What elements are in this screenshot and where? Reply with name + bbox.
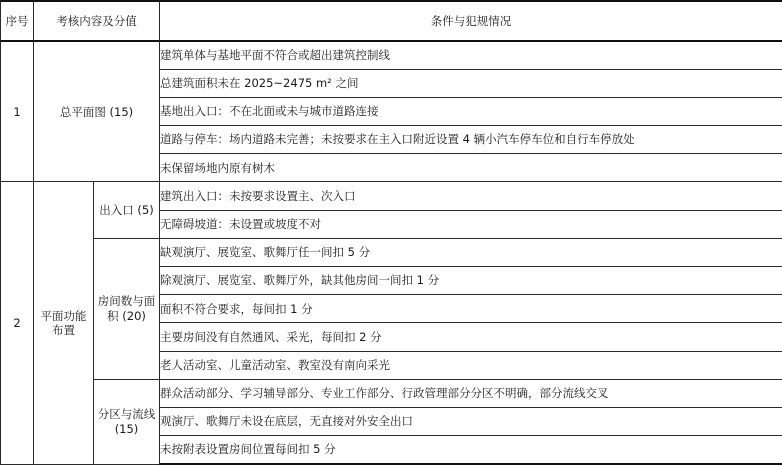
- condition-cell: 建筑单体与基地平面不符合或超出建筑控制线: [160, 41, 782, 69]
- group-label-line2: (15): [114, 421, 139, 436]
- condition-cell: 未按附表设置房间位置每间扣 5 分: [160, 436, 782, 464]
- condition-cell: 未保留场地内原有树木: [160, 154, 782, 182]
- table-row: [1, 182, 782, 210]
- header-seq: 序号: [1, 1, 34, 41]
- condition-cell: 缺观演厅、展览室、歌舞厅任一间扣 5 分: [160, 238, 782, 266]
- condition-cell: 基地出入口：不在北面或未与城市道路连接: [160, 97, 782, 125]
- group-label-line1: 房间数与面: [97, 294, 156, 309]
- group-label-zoning: [94, 379, 160, 464]
- condition-cell: 建筑出入口：未按要求设置主、次入口: [160, 182, 782, 210]
- table-row: [1, 379, 782, 407]
- group-label-entrances: [94, 182, 160, 238]
- section1-seq: 1: [1, 41, 34, 182]
- table-row: [1, 41, 782, 69]
- condition-cell: 除观演厅、展览室、歌舞厅外，缺其他房间一间扣 1 分: [160, 267, 782, 295]
- section2-content-line1: 平面功能: [40, 308, 87, 323]
- group-label-line1: 出入口 (5): [99, 202, 154, 217]
- table-row: [1, 238, 782, 266]
- condition-cell: 面积不符合要求，每间扣 1 分: [160, 295, 782, 323]
- condition-cell: 群众活动部分、学习辅导部分、专业工作部分、行政管理部分分区不明确，部分流线交叉: [160, 379, 782, 407]
- section2-content-line2: 布置: [52, 322, 75, 337]
- condition-cell: 老人活动室、儿童活动室、教室没有南向采光: [160, 351, 782, 379]
- section2-seq: 2: [1, 182, 34, 464]
- condition-cell: 道路与停车：场内道路未完善；未按要求在主入口附近设置 4 辆小汽车停车位和自行车停放处: [160, 126, 782, 154]
- condition-cell: 主要房间没有自然通风、采光，每间扣 2 分: [160, 323, 782, 351]
- group-label-line2: 积 (20): [107, 308, 146, 323]
- condition-cell: 观演厅、歌舞厅未设在底层，无直接对外安全出口: [160, 407, 782, 435]
- header-conditions: 条件与犯规情况: [160, 1, 782, 41]
- section2-content: [34, 182, 94, 464]
- header-content: 考核内容及分值: [34, 1, 160, 41]
- section1-content: 总平面图 (15): [34, 41, 160, 182]
- condition-cell: 总建筑面积未在 2025~2475 m² 之间: [160, 69, 782, 97]
- condition-cell: 无障碍坡道：未设置或坡度不对: [160, 210, 782, 238]
- group-label-rooms: [94, 238, 160, 379]
- header-row: [1, 1, 782, 41]
- group-label-line1: 分区与流线: [97, 407, 156, 422]
